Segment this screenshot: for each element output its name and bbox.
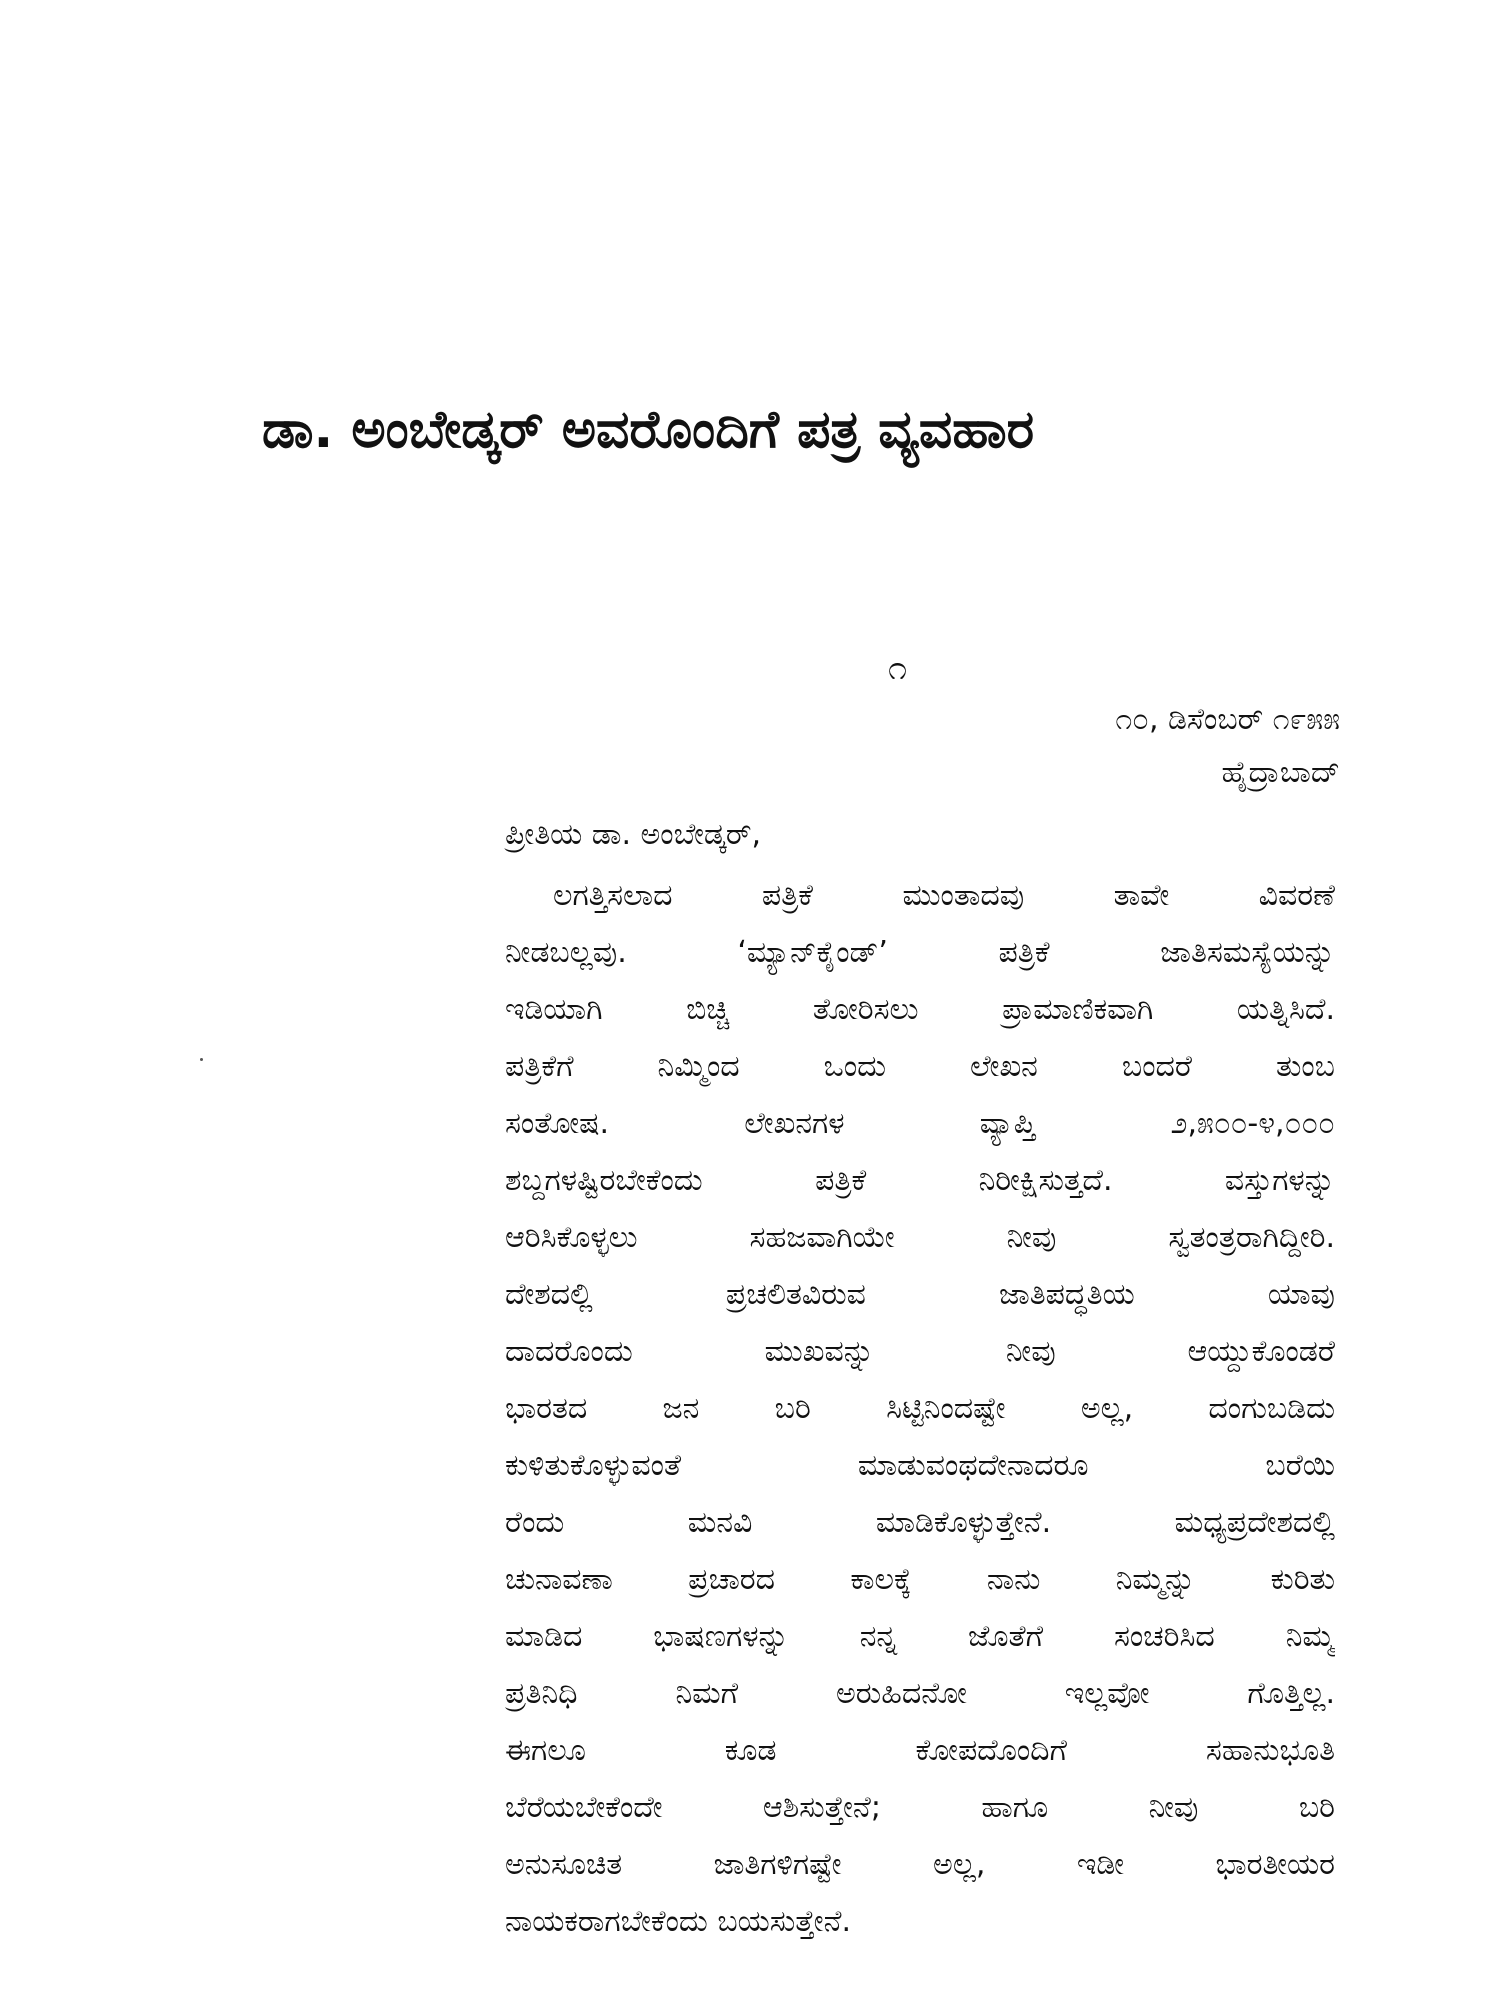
body-line: ಚುನಾವಣಾ ಪ್ರಚಾರದ ಕಾಲಕ್ಕೆ ನಾನು ನಿಮ್ಮನ್ನು ಕುರಿತು [505,1562,1335,1597]
page-title: ಡಾ. ಅಂಬೇಡ್ಕರ್ ಅವರೊಂದಿಗೆ ಪತ್ರ ವ್ಯವಹಾರ [262,399,1035,460]
body-line: ನಾಯಕರಾಗಬೇಕೆಂದು ಬಯಸುತ್ತೇನೆ. [505,1904,851,1939]
letter-place: ಹೈದ್ರಾಬಾದ್ [1221,755,1340,790]
body-line: ಪತ್ರಿಕೆಗೆ ನಿಮ್ಮಿಂದ ಒಂದು ಲೇಖನ ಬಂದರೆ ತುಂಬ [505,1049,1335,1084]
body-line: ದಾದರೊಂದು ಮುಖವನ್ನು ನೀವು ಆಯ್ದುಕೊಂಡರೆ [505,1334,1335,1369]
body-line: ಈಗಲೂ ಕೂಡ ಕೋಪದೊಂದಿಗೆ ಸಹಾನುಭೂತಿ [505,1733,1335,1768]
body-line: ಲಗತ್ತಿಸಲಾದ ಪತ್ರಿಕೆ ಮುಂತಾದವು ತಾವೇ ವಿವರಣೆ [553,878,1335,913]
body-line: ಪ್ರತಿನಿಧಿ ನಿಮಗೆ ಅರುಹಿದನೋ ಇಲ್ಲವೋ ಗೊತ್ತಿಲ್ಲ. [505,1676,1335,1711]
body-line: ಸಂತೋಷ. ಲೇಖನಗಳ ವ್ಯಾಪ್ತಿ ೨,೫೦೦-೪,೦೦೦ [505,1106,1335,1141]
body-line: ಬೆರೆಯಬೇಕೆಂದೇ ಆಶಿಸುತ್ತೇನೆ; ಹಾಗೂ ನೀವು ಬರಿ [505,1790,1335,1825]
body-line: ಶಬ್ದಗಳಷ್ಟಿರಬೇಕೆಂದು ಪತ್ರಿಕೆ ನಿರೀಕ್ಷಿಸುತ್ತದೆ. ವಸ್ತುಗಳನ್ನು [505,1163,1335,1198]
letter-date: ೧೦, ಡಿಸೆಂಬರ್ ೧೯೫೫ [1115,702,1340,737]
body-line: ಆರಿಸಿಕೊಳ್ಳಲು ಸಹಜವಾಗಿಯೇ ನೀವು ಸ್ವತಂತ್ರರಾಗಿದ್ದೀರಿ. [505,1220,1335,1255]
body-line: ಕುಳಿತುಕೊಳ್ಳುವಂತೆ ಮಾಡುವಂಥದೇನಾದರೂ ಬರೆಯಿ [505,1448,1335,1483]
body-line: ಮಾಡಿದ ಭಾಷಣಗಳನ್ನು ನನ್ನ ಜೊತೆಗೆ ಸಂಚರಿಸಿದ ನಿಮ್ಮ [505,1619,1335,1654]
letter-body [505,867,1335,1950]
body-line: ಇಡಿಯಾಗಿ ಬಿಚ್ಚಿ ತೋರಿಸಲು ಪ್ರಾಮಾಣಿಕವಾಗಿ ಯತ್ನಿಸಿದೆ. [505,992,1335,1027]
body-line: ನೀಡಬಲ್ಲವು. ‘ಮ್ಯಾನ್‌ಕೈಂಡ್’ ಪತ್ರಿಕೆ ಜಾತಿಸಮಸ್ಯೆಯನ್ನು [505,935,1335,970]
body-line: ರೆಂದು ಮನವಿ ಮಾಡಿಕೊಳ್ಳುತ್ತೇನೆ. ಮಧ್ಯಪ್ರದೇಶದಲ್ಲಿ [505,1505,1335,1540]
body-line: ದೇಶದಲ್ಲಿ ಪ್ರಚಲಿತವಿರುವ ಜಾತಿಪದ್ಧತಿಯ ಯಾವು [505,1277,1335,1312]
body-line: ಅನುಸೂಚಿತ ಜಾತಿಗಳಿಗಷ್ಟೇ ಅಲ್ಲ, ಇಡೀ ಭಾರತೀಯರ [505,1847,1335,1882]
letter-number: ೧ [888,648,908,688]
body-line: ಭಾರತದ ಜನ ಬರಿ ಸಿಟ್ಟಿನಿಂದಷ್ಟೇ ಅಲ್ಲ, ದಂಗುಬಡಿದು [505,1391,1335,1426]
scan-speck [200,1058,203,1061]
letter-salutation: ಪ್ರೀತಿಯ ಡಾ. ಅಂಬೇಡ್ಕರ್, [505,817,762,852]
